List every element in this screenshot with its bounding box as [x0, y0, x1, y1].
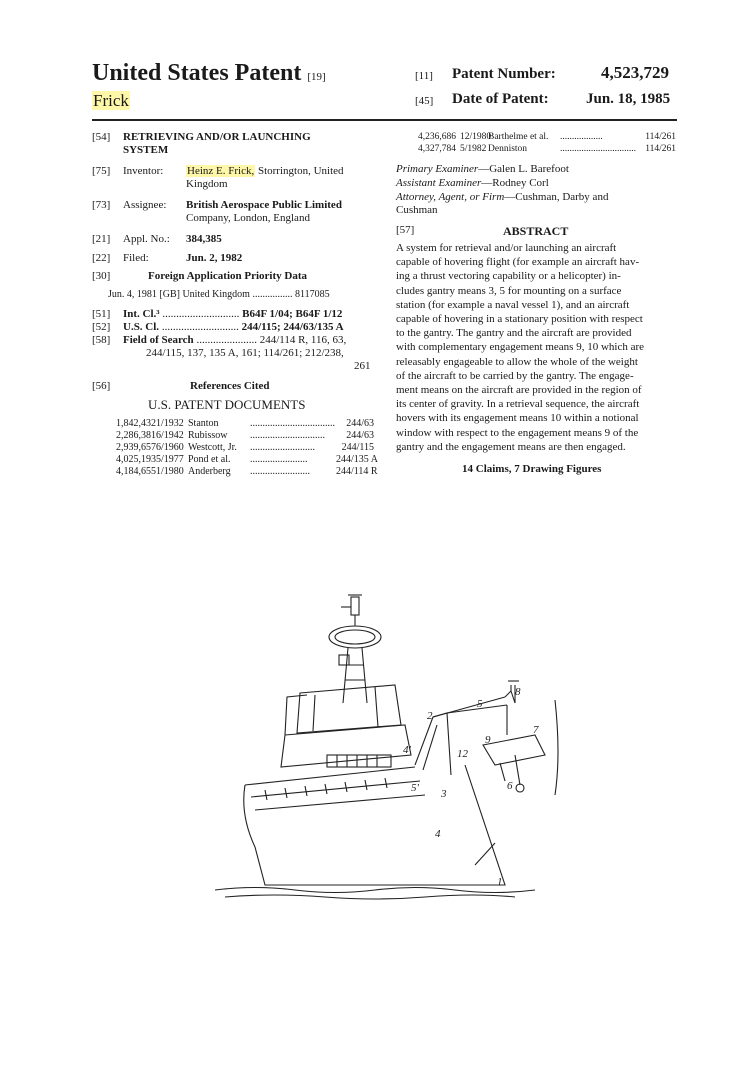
assistant-examiner: Assistant Examiner—Rodney Corl [396, 177, 549, 189]
patent-number: 4,523,729 [601, 63, 669, 82]
field-21-code: [21] [92, 233, 111, 245]
abstract-line: releasably engageable to allow the whole of the weight [396, 355, 638, 368]
reference-date: 6/1960 [156, 442, 184, 453]
inventor-surname-header: Frick [93, 91, 129, 110]
claims-summary: 14 Claims, 7 Drawing Figures [462, 463, 602, 475]
assignee-line2: Company, London, England [186, 212, 310, 224]
reference-name: Westcott, Jr. [188, 442, 237, 453]
priority-line: Jun. 4, 1981 [GB] United Kingdom ................ 8117085 [108, 289, 330, 300]
drawing-label-5-prime: 5' [411, 782, 419, 794]
attorney-line2: Cushman [396, 204, 438, 216]
abstract-line: its center of gravity. In a retrieval sequence, the aircraft [396, 398, 640, 411]
field-of-search-line3: 261 [354, 360, 371, 372]
patent-number-label: Patent Number: [452, 66, 556, 82]
reference-cls: 244/63 [346, 430, 374, 441]
drawing-label-2: 2 [427, 710, 433, 722]
reference-num: 2,939,657 [116, 442, 156, 453]
abstract-line: hovers with its engagement means 10 within a notional [396, 412, 639, 425]
field-56-code: [56] [92, 380, 111, 392]
abstract-line: gantry and the engagement means are then engaged. [396, 440, 626, 453]
patent-number-code: [11] [415, 70, 433, 82]
abstract-line: ing a thrust vectoring capability or a helicopter) in- [396, 270, 621, 283]
priority-heading: Foreign Application Priority Data [148, 270, 307, 282]
reference-num: 2,286,381 [116, 430, 156, 441]
reference-row [418, 143, 676, 155]
primary-examiner: Primary Examiner—Galen L. Barefoot [396, 163, 569, 175]
patent-title: United States Patent [19] [92, 60, 326, 86]
reference-name: Stanton [188, 418, 219, 429]
drawing-label-8: 8 [515, 686, 521, 698]
filed-label: Filed: [123, 252, 149, 264]
inventor-name: Heinz E. Frick, [187, 165, 255, 177]
invention-title-line2: SYSTEM [123, 144, 169, 156]
ship-gantry-drawing [215, 585, 575, 905]
reference-cls: 244/63 [346, 418, 374, 429]
appl-no-value: 384,385 [186, 233, 222, 245]
reference-cls: 244/135 A [336, 454, 378, 465]
drawing-label-9: 9 [485, 734, 491, 746]
inventor-line1: Heinz E. Frick, Storrington, United [187, 165, 344, 177]
abstract-text [396, 241, 676, 454]
field-54-code: [54] [92, 131, 111, 143]
references-heading: References Cited [190, 380, 270, 392]
reference-name: Pond et al. [188, 454, 231, 465]
reference-date: 5/1977 [156, 454, 184, 465]
reference-row [116, 418, 374, 430]
reference-row [116, 442, 374, 454]
abstract-line: to the gantry. The gantry and the aircraft are provided [396, 327, 632, 340]
abstract-heading: ABSTRACT [503, 224, 569, 238]
reference-date: 12/1980 [460, 132, 492, 142]
field-58-code: [58] [92, 334, 111, 346]
field-73-code: [73] [92, 199, 111, 211]
inventor-line2: Kingdom [186, 178, 228, 190]
reference-name: Anderberg [188, 466, 231, 477]
reference-dots: ....................... [250, 454, 308, 465]
drawing-label-6: 6 [507, 780, 513, 792]
left-references-table [116, 418, 378, 478]
right-references-table [418, 131, 676, 155]
abstract-line: window with respect to the engagement means 9 of the [396, 426, 639, 439]
drawing-label-7: 7 [533, 724, 539, 736]
drawing-label-5: 5 [477, 698, 483, 710]
filed-value: Jun. 2, 1982 [186, 252, 243, 264]
drawing-label-1: 1 [497, 876, 503, 888]
reference-cls: 114/261 [645, 144, 676, 154]
appl-no-label: Appl. No.: [123, 233, 170, 245]
reference-num: 1,842,432 [116, 418, 156, 429]
reference-row [116, 466, 378, 478]
reference-dots: .......................... [250, 442, 315, 453]
abstract-line: with complementary engagement means 9, 10 which are [396, 341, 645, 354]
reference-name: Barthelme et al. [488, 132, 549, 142]
abstract-line: capable of hovering in a stationary position with respect [396, 313, 643, 326]
reference-date: 1/1980 [156, 466, 184, 477]
assignee-label: Assignee: [123, 199, 167, 211]
invention-title-line1: RETRIEVING AND/OR LAUNCHING [123, 131, 311, 143]
field-30-code: [30] [92, 270, 111, 282]
field-of-search-line2: 244/115, 137, 135 A, 161; 114/261; 212/238, [146, 347, 344, 359]
date-code: [45] [415, 95, 434, 107]
attorney-line1: Attorney, Agent, or Firm—Cushman, Darby and [396, 191, 609, 203]
field-51-code: [51] [92, 308, 111, 320]
abstract-line: station (for example a naval vessel 1), and an aircraft [396, 298, 630, 311]
reference-cls: 114/261 [645, 132, 676, 142]
reference-num: 4,184,655 [116, 466, 156, 477]
date-of-patent: Jun. 18, 1985 [586, 91, 671, 107]
reference-dots: .............................. [250, 430, 325, 441]
reference-name: Denniston [488, 144, 528, 154]
drawing-label-4-prime: 4' [403, 744, 411, 756]
reference-row [116, 430, 374, 442]
reference-num: 4,025,193 [116, 454, 156, 465]
reference-row [418, 131, 676, 143]
reference-num: 4,327,784 [418, 144, 456, 154]
reference-dots: .................. [560, 132, 603, 142]
field-of-search-line1: Field of Search ...................... 244/114 R, 116, 63, [123, 334, 347, 346]
drawing-label-12: 12 [457, 748, 468, 760]
reference-name: Rubissow [188, 430, 228, 441]
drawing-label-4: 4 [435, 828, 441, 840]
abstract-line: A system for retrieval and/or launching an aircraft [396, 242, 617, 254]
int-cl-line: Int. Cl.³ ............................ B64F 1/04; B64F 1/12 [123, 308, 343, 320]
reference-date: 1/1932 [156, 418, 184, 429]
reference-num: 4,236,686 [418, 132, 456, 142]
abstract-line: capable of hovering flight (for example an aircraft hav- [396, 256, 640, 269]
field-22-code: [22] [92, 252, 111, 264]
field-57-code: [57] [396, 224, 415, 236]
assignee-line1: British Aerospace Public Limited [186, 199, 342, 211]
reference-cls: 244/115 [341, 442, 374, 453]
date-of-patent-label: Date of Patent: [452, 91, 549, 107]
drawing-label-3: 3 [441, 788, 447, 800]
us-cl-line: U.S. Cl. ............................ 244/115; 244/63/135 A [123, 321, 344, 333]
reference-date: 5/1982 [460, 144, 487, 154]
title-code: [19] [307, 71, 326, 83]
field-52-code: [52] [92, 321, 111, 333]
reference-dots: ........................ [250, 466, 310, 477]
inventor-label: Inventor: [123, 165, 164, 177]
reference-dots: ................................ [560, 144, 636, 154]
abstract-line: of the aircraft to be carried by the gantry. The engage- [396, 369, 634, 382]
reference-row [116, 454, 378, 466]
field-75-code: [75] [92, 165, 111, 177]
us-docs-heading: U.S. PATENT DOCUMENTS [148, 397, 306, 412]
reference-date: 6/1942 [156, 430, 184, 441]
abstract-line: ment means on the aircraft are provided in the region of [396, 384, 642, 397]
abstract-line: cludes gantry means 3, 5 for mounting on a surface [396, 284, 622, 297]
header-rule [92, 119, 677, 121]
reference-cls: 244/114 R [336, 466, 378, 477]
reference-dots: .................................. [250, 418, 335, 429]
